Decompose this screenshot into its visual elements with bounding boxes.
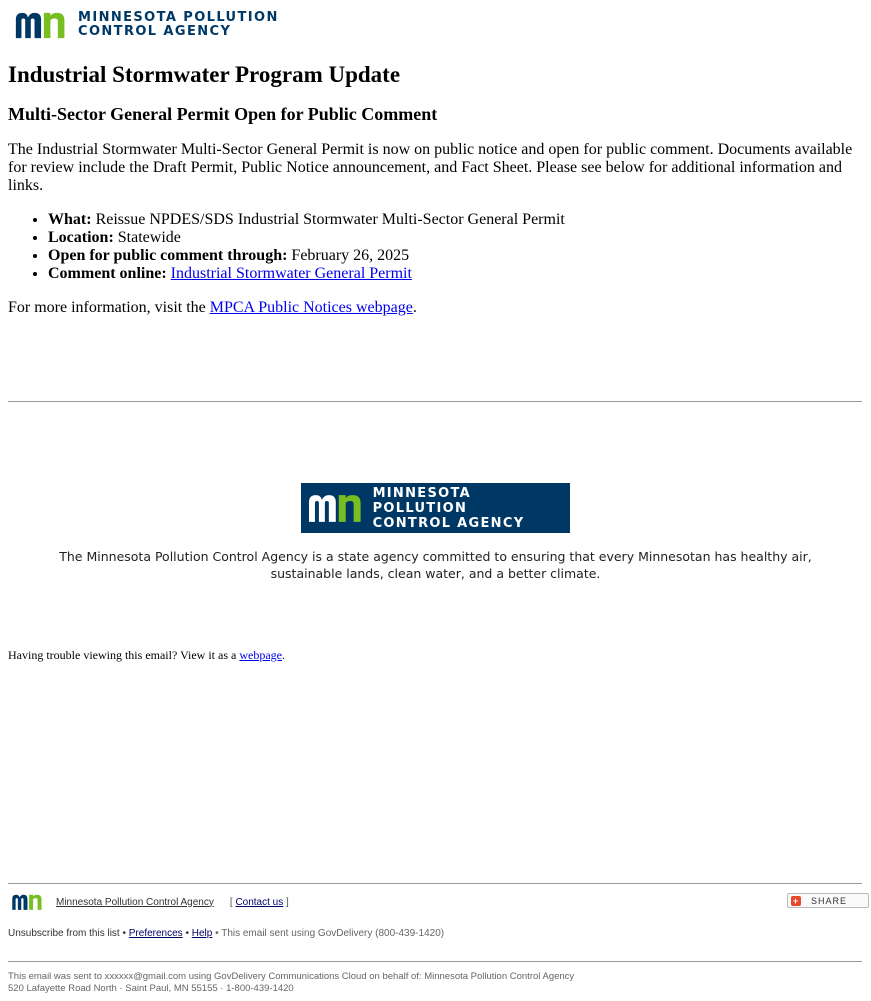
contact-us-link[interactable]: Contact us: [235, 896, 284, 908]
footer-brand-row: [10, 893, 870, 911]
bottom-divider: [8, 961, 862, 962]
comment-online-link[interactable]: Industrial Stormwater General Permit: [170, 265, 412, 282]
logo-wordmark: [78, 11, 279, 39]
share-button[interactable]: [787, 893, 869, 908]
contact-us: [230, 897, 289, 908]
mpca-banner-logo-icon: [307, 492, 367, 524]
mpca-logo-icon: [14, 10, 70, 40]
govdelivery-note: • This email sent using GovDelivery (800-439-1420): [212, 928, 445, 939]
more-info-suffix: .: [412, 299, 417, 316]
content-divider: [8, 401, 862, 402]
page-title: Industrial Stormwater Program Update: [8, 62, 401, 87]
more-info-text: For more information, visit the: [8, 299, 210, 316]
mpca-logo-header: [14, 10, 279, 40]
unsubscribe-row: [8, 928, 444, 939]
detail-comment-online: [48, 265, 868, 283]
intro-paragraph: The Industrial Stormwater Multi-Sector General Permit is now on public notice and open for public comment. Documents available for review include the Draft Permit, Public Notice announcement, and Fact Sheet. Please see below for additional information and links.: [8, 141, 853, 194]
unsubscribe-text: Unsubscribe from this list •: [8, 928, 129, 939]
detail-value: Reissue NPDES/SDS Industrial Stormwater Multi-Sector General Permit: [91, 211, 565, 228]
page-subtitle: Multi-Sector General Permit Open for Public Comment: [8, 104, 438, 124]
trouble-suffix: .: [282, 648, 285, 662]
logo-line-2: CONTROL AGENCY: [78, 24, 232, 39]
help-link[interactable]: Help: [191, 928, 213, 939]
bracket-close: ]: [283, 896, 289, 908]
banner-line-2: CONTROL AGENCY: [372, 515, 525, 531]
plus-icon: +: [792, 895, 800, 906]
bracket-open: [: [229, 896, 236, 908]
detail-label: Location:: [48, 229, 114, 246]
trouble-text: Having trouble viewing this email? View it as a: [8, 648, 240, 662]
detail-label: What:: [48, 211, 92, 228]
mpca-banner: [301, 483, 570, 533]
detail-what: [48, 211, 868, 229]
detail-comment-through: [48, 247, 868, 265]
mpca-footer-logo-icon: [10, 893, 46, 911]
webpage-link[interactable]: webpage: [239, 648, 282, 662]
share-label: SHARE: [811, 895, 848, 906]
banner-wordmark: [373, 486, 570, 531]
detail-location: [48, 229, 868, 247]
footer-divider: [8, 883, 862, 884]
detail-value: Statewide: [113, 229, 181, 246]
detail-label: Open for public comment through:: [48, 247, 288, 264]
banner-line-1: MINNESOTA POLLUTION: [372, 485, 472, 516]
mission-statement: The Minnesota Pollution Control Agency is a state agency committed to ensuring that every Minnesotan has healthy air, sustainable lands, clean water, and a better climate.: [59, 549, 812, 581]
detail-label: Comment online:: [48, 265, 167, 282]
public-notices-link[interactable]: MPCA Public Notices webpage: [209, 299, 413, 316]
address-line: 520 Lafayette Road North · Saint Paul, MN 55155 · 1-800-439-1420: [8, 983, 294, 994]
logo-line-1: MINNESOTA POLLUTION: [78, 10, 279, 25]
trouble-viewing: [8, 648, 285, 663]
sent-to-line: This email was sent to xxxxxx@gmail.com using GovDelivery Communications Cloud on behalf of: Minnesota Pollution Control Agency: [8, 971, 575, 982]
detail-value: February 26, 2025: [287, 247, 410, 264]
details-list: [8, 211, 868, 283]
agency-footer-link[interactable]: Minnesota Pollution Control Agency: [56, 896, 214, 908]
sent-info: [8, 971, 574, 995]
bullet-separator: •: [182, 928, 192, 939]
preferences-link[interactable]: Preferences: [128, 928, 183, 939]
more-info-line: [8, 299, 417, 317]
